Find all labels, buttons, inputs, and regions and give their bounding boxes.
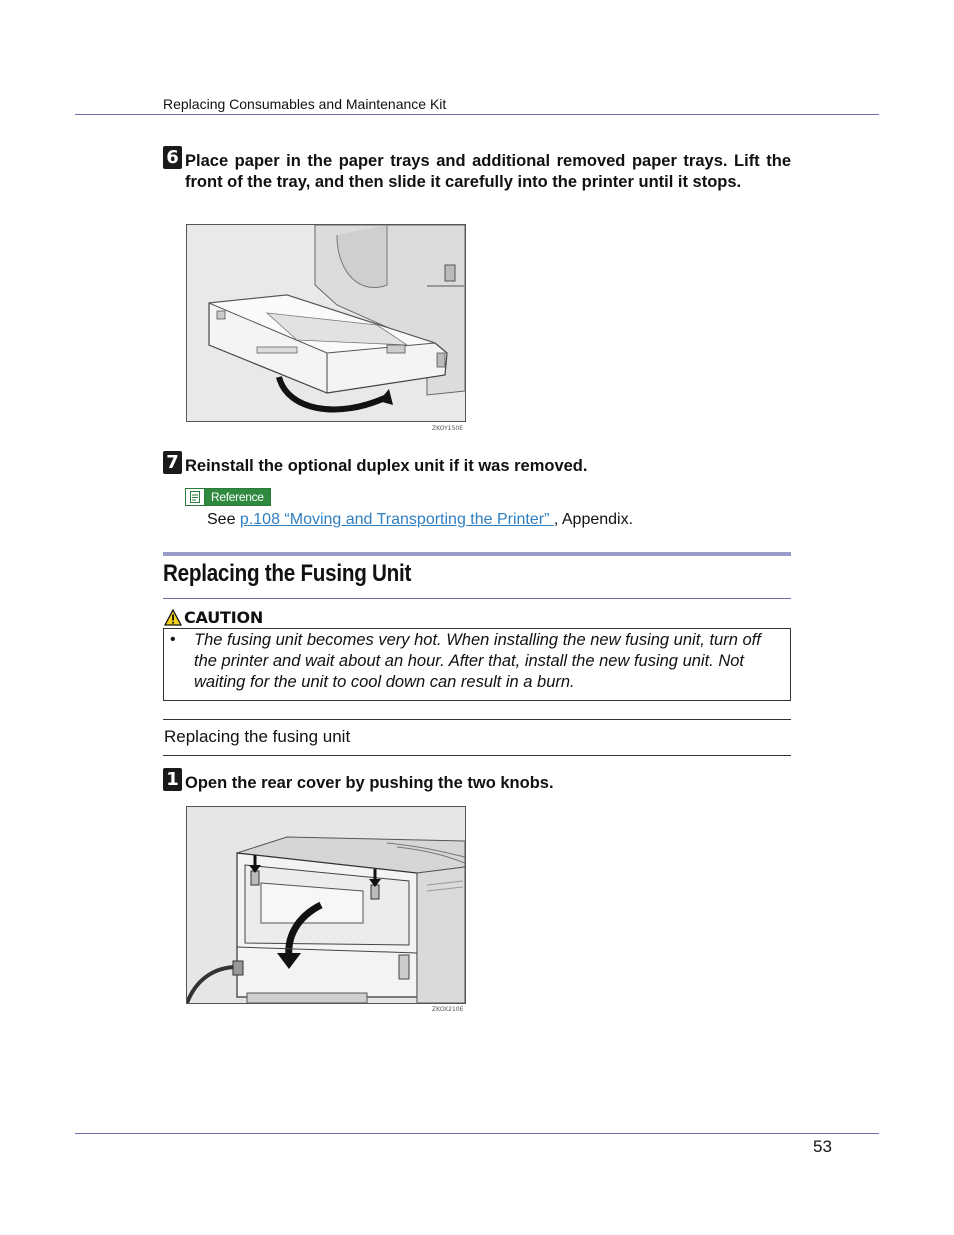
- step-number: 1: [166, 769, 179, 790]
- paper-tray-illustration: [186, 224, 466, 422]
- section-rule: [163, 598, 791, 599]
- step-number: 7: [166, 452, 179, 473]
- caution-text: The fusing unit becomes very hot. When installing the new fusing unit, turn off the printer and wait about an hour. After that, install the new fusing unit. Not waiting for the unit to cool down can result in a burn.: [194, 631, 761, 691]
- step-1-number-icon: [163, 768, 182, 791]
- reference-badge: [185, 488, 271, 506]
- footer-rule: [75, 1133, 879, 1134]
- reference-text: [207, 511, 633, 529]
- rear-cover-illustration: [186, 806, 466, 1004]
- step-number: 6: [166, 147, 179, 168]
- figure-code: ZKOY150E: [432, 425, 464, 432]
- subsection-rule-bottom: [163, 755, 791, 756]
- reference-label: Reference: [211, 490, 264, 504]
- step-7-number-icon: [163, 451, 182, 474]
- step-1-instruction: Open the rear cover by pushing the two knobs.: [185, 774, 554, 792]
- section-bar: [163, 552, 791, 556]
- figure-code: ZKOX210E: [432, 1006, 464, 1013]
- step-6-number-icon: [163, 146, 182, 169]
- reference-icon: [186, 489, 205, 505]
- running-header: Replacing Consumables and Maintenance Kit: [163, 96, 447, 112]
- section-title: Replacing the Fusing Unit: [163, 560, 412, 587]
- paper-tray-drawing: [187, 225, 465, 421]
- caution-label: CAUTION: [184, 608, 264, 627]
- reference-suffix: , Appendix.: [553, 511, 634, 528]
- subsection-rule-top: [163, 719, 791, 720]
- rear-cover-drawing: [187, 807, 465, 1003]
- caution-bullet: •: [170, 631, 176, 648]
- caution-heading: [164, 608, 263, 627]
- page-number: 53: [813, 1137, 832, 1156]
- header-rule: [75, 114, 879, 115]
- reference-prefix: See: [207, 511, 240, 528]
- warning-triangle-icon: [164, 609, 182, 626]
- subsection-heading: Replacing the fusing unit: [164, 727, 351, 746]
- reference-link[interactable]: p.108 “Moving and Transporting the Printer”: [239, 511, 554, 528]
- step-6-instruction: Place paper in the paper trays and additional removed paper trays. Lift the front of the tray, and then slide it carefully into the printer until it stops.: [185, 152, 791, 191]
- step-7-instruction: Reinstall the optional duplex unit if it was removed.: [185, 457, 588, 475]
